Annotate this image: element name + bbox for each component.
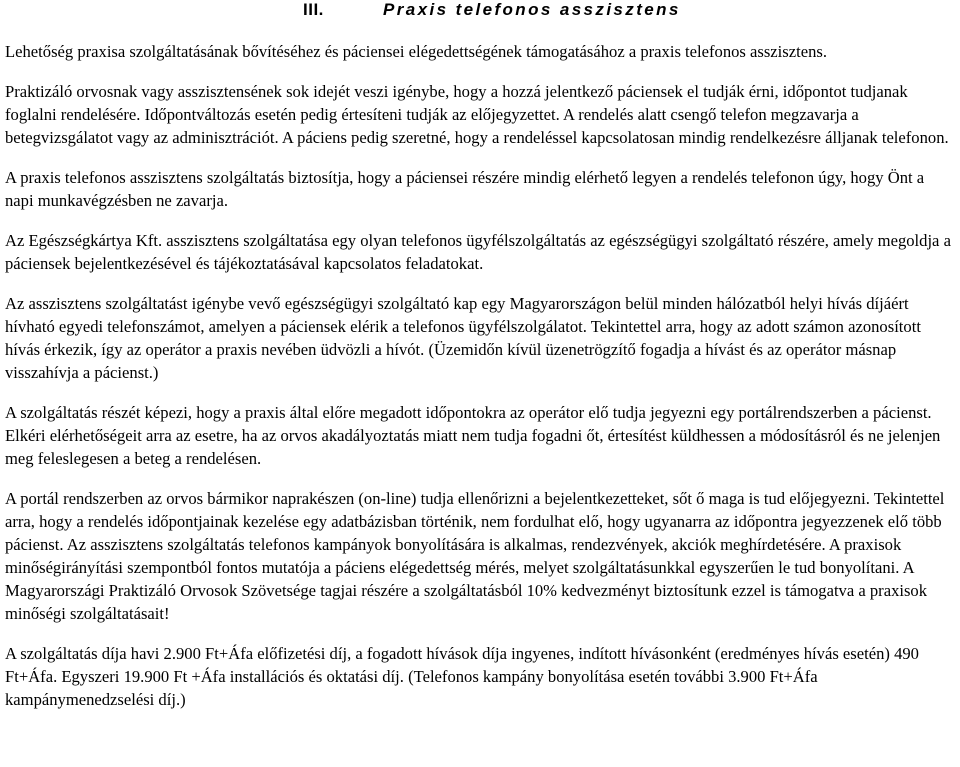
section-number: III. (303, 0, 324, 19)
paragraph-portal: A portál rendszerben az orvos bármikor naprakészen (on-line) tudja ellenőrizni a bejelentkezetteket, sőt ő maga is tud előjegyezni. Tekintettel arra, hogy a rendelés időpontjainak kezelése egy adatbázisban történik, nem fordulhat elő, hogy ugyanarra az időpontra jegyezzenek elő több pácienst. Az asszisztens szolgáltatás telefonos kampányok bonyolítására is alkalmas, rendezvények, akciók meghírdetésére. A praxisok minőségirányítási szempontból fontos mutatója a páciens elégedettség mérés, melyet szolgáltatásunkkal egyszerűen le tud bonyolítani. A Magyarországi Praktizáló Orvosok Szövetsége tagjai részére a szolgáltatásból 10% kedvezményt biztosítunk ezzel is támogatva a praxisok minőségi szolgáltatásait! (5, 489, 945, 623)
paragraph-solution: A praxis telefonos asszisztens szolgáltatás biztosítja, hogy a páciensei részére mindig elérhető legyen a rendelés telefonon úgy, hogy Önt a napi munkavégzésben ne zavarja. (5, 168, 925, 210)
paragraph-problem: Praktizáló orvosnak vagy asszisztensének sok idejét veszi igénybe, hogy a hozzá jelentkező páciensek el tudják érni, időpontot tudjanak foglalni rendelésére. Időpontváltozás esetén pedig értesíteni tudják az előjegyzettet. A rendelés alatt csengő telefon megzavarja a betegvizsgálatot vagy az adminisztrációt. A páciens pedig szeretné, hogy a rendeléssel kapcsolatosan mindig rendelkezésre álljanak telefonon. (5, 82, 949, 147)
section-title: Praxis telefonos asszisztens (383, 0, 681, 19)
section-heading (5, 0, 954, 30)
paragraph-provider: Az Egészségkártya Kft. asszisztens szolgáltatása egy olyan telefonos ügyfélszolgáltatás az egészségügyi szolgáltató részére, amely megoldja a páciensek bejelentkezésével és tájékoztatásával kapcsolatos feladatokat. (5, 231, 951, 273)
paragraph-booking: A szolgáltatás részét képezi, hogy a praxis által előre megadott időpontokra az operátor elő tudja jegyezni egy portálrendszerben a pácienst. Elkéri elérhetőségeit arra az esetre, ha az orvos akadályoztatás miatt nem tudja fogadni őt, értesítést küldhessen a módosításról és ne jelenjen meg feleslegesen a beteg a rendelésen. (5, 403, 941, 468)
paragraph-intro: Lehetőség praxisa szolgáltatásának bővítéséhez és páciensei elégedettségének támogatásához a praxis telefonos asszisztens. (5, 42, 827, 61)
paragraph-phone-number: Az asszisztens szolgáltatást igénybe vevő egészségügyi szolgáltató kap egy Magyarországon belül minden hálózatból helyi hívás díjáért hívható egyedi telefonszámot, amelyen a páciensek elérik a telefonos ügyfélszolgálatot. Tekintettel arra, hogy az adott számon azonosított hívás érkezik, így az operátor a praxis nevében üdvözli a hívót. (Üzemidőn kívül üzenetrögzítő fogadja a hívást és az operátor másnap visszahívja a pácienst.) (5, 294, 921, 382)
paragraph-pricing: A szolgáltatás díja havi 2.900 Ft+Áfa előfizetési díj, a fogadott hívások díja ingyenes, indított hívásonként (eredményes hívás esetén) 490 Ft+Áfa. Egyszeri 19.900 Ft +Áfa installációs és oktatási díj. (Telefonos kampány bonyolítása esetén további 3.900 Ft+Áfa kampánymenedzselési díj.) (5, 644, 919, 709)
